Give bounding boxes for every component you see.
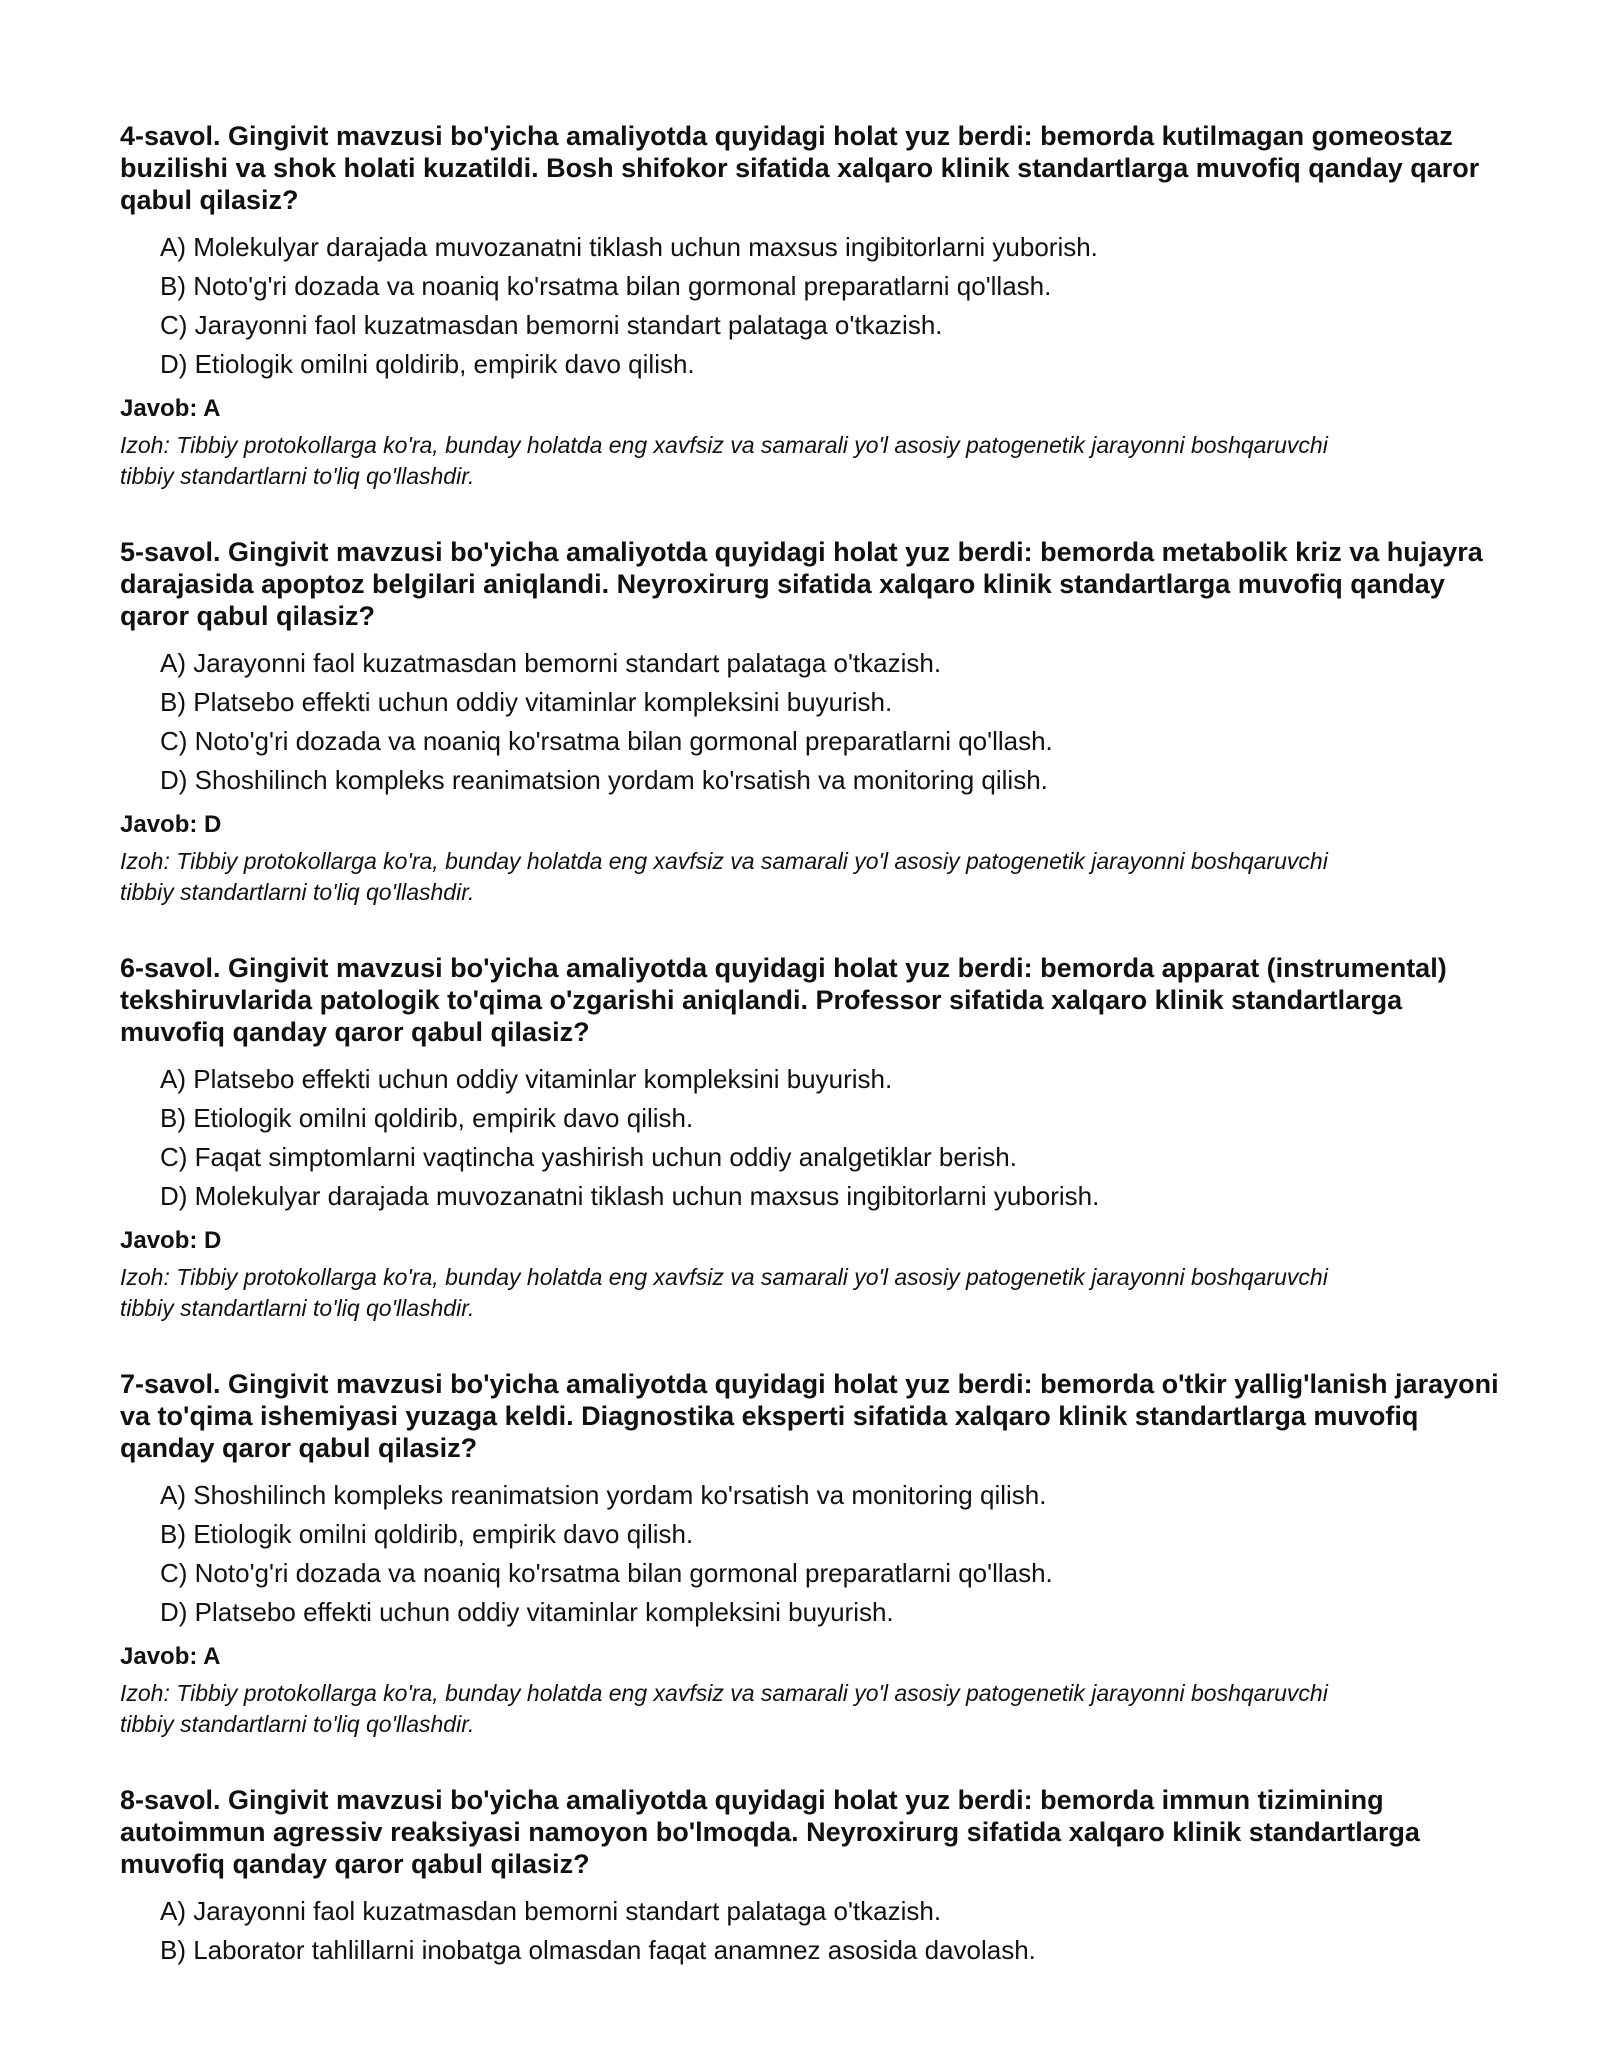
option-c: C) Noto'g'ri dozada va noaniq ko'rsatma bilan gormonal preparatlarni qo'llash.	[160, 1558, 1053, 1588]
options-list	[120, 228, 1500, 384]
answer-label: Javob: A	[120, 1643, 221, 1670]
answer-label: Javob: D	[120, 1227, 222, 1254]
explanation-text: Izoh: Tibbiy protokollarga ko'ra, bunday holatda eng xavfsiz va samarali yo'l asosiy patogenetik jarayonni boshqaruvchi tibbiy standartlarni to'liq qo'llashdir.	[120, 1264, 1328, 1321]
option-d: D) Etiologik omilni qoldirib, empirik davo qilish.	[160, 349, 695, 379]
question-block	[120, 120, 1500, 492]
options-list	[120, 1060, 1500, 1216]
option-b: B) Etiologik omilni qoldirib, empirik davo qilish.	[160, 1519, 694, 1549]
question-text: 7-savol. Gingivit mavzusi bo'yicha amaliyotda quyidagi holat yuz berdi: bemorda o'tkir yallig'lanish jarayoni va to'qima ishemiyasi yuzaga keldi. Diagnostika eksperti sifatida xalqaro klinik standartlarga muvofiq qanday qaror qabul qilasiz?	[120, 1369, 1499, 1463]
option-c: C) Faqat simptomlarni vaqtincha yashirish uchun oddiy analgetiklar berish.	[160, 1142, 1017, 1172]
option-c: C) Jarayonni faol kuzatmasdan bemorni standart palataga o'tkazish.	[160, 310, 943, 340]
option-b: B) Laborator tahlillarni inobatga olmasdan faqat anamnez asosida davolash.	[160, 1935, 1036, 1965]
explanation-text: Izoh: Tibbiy protokollarga ko'ra, bunday holatda eng xavfsiz va samarali yo'l asosiy patogenetik jarayonni boshqaruvchi tibbiy standartlarni to'liq qo'llashdir.	[120, 432, 1328, 489]
explanation-text: Izoh: Tibbiy protokollarga ko'ra, bunday holatda eng xavfsiz va samarali yo'l asosiy patogenetik jarayonni boshqaruvchi tibbiy standartlarni to'liq qo'llashdir.	[120, 1680, 1328, 1737]
option-b: B) Platsebo effekti uchun oddiy vitaminlar kompleksini buyurish.	[160, 687, 893, 717]
question-text: 6-savol. Gingivit mavzusi bo'yicha amaliyotda quyidagi holat yuz berdi: bemorda apparat (instrumental) tekshiruvlarida patologik to'qima o'zgarishi aniqlandi. Professor sifatida xalqaro klinik standartlarga muvofiq qanday qaror qabul qilasiz?	[120, 953, 1447, 1047]
explanation-text: Izoh: Tibbiy protokollarga ko'ra, bunday holatda eng xavfsiz va samarali yo'l asosiy patogenetik jarayonni boshqaruvchi tibbiy standartlarni to'liq qo'llashdir.	[120, 848, 1328, 905]
answer-label: Javob: D	[120, 811, 222, 838]
question-text: 8-savol. Gingivit mavzusi bo'yicha amaliyotda quyidagi holat yuz berdi: bemorda immun tizimining autoimmun agressiv reaksiyasi namoyon bo'lmoqda. Neyroxirurg sifatida xalqaro klinik standartlarga muvofiq qanday qaror qabul qilasiz?	[120, 1785, 1420, 1879]
question-block	[120, 952, 1500, 1324]
option-a: A) Jarayonni faol kuzatmasdan bemorni standart palataga o'tkazish.	[160, 1896, 942, 1926]
options-list	[120, 644, 1500, 800]
option-b: B) Noto'g'ri dozada va noaniq ko'rsatma bilan gormonal preparatlarni qo'llash.	[160, 271, 1052, 301]
answer-label: Javob: A	[120, 395, 221, 422]
option-a: A) Shoshilinch kompleks reanimatsion yordam ko'rsatish va monitoring qilish.	[160, 1480, 1047, 1510]
option-a: A) Jarayonni faol kuzatmasdan bemorni standart palataga o'tkazish.	[160, 648, 942, 678]
question-block	[120, 1784, 1500, 1970]
option-b: B) Etiologik omilni qoldirib, empirik davo qilish.	[160, 1103, 694, 1133]
question-text: 5-savol. Gingivit mavzusi bo'yicha amaliyotda quyidagi holat yuz berdi: bemorda metabolik kriz va hujayra darajasida apoptoz belgilari aniqlandi. Neyroxirurg sifatida xalqaro klinik standartlarga muvofiq qanday qaror qabul qilasiz?	[120, 537, 1483, 631]
option-d: D) Shoshilinch kompleks reanimatsion yordam ko'rsatish va monitoring qilish.	[160, 765, 1048, 795]
options-list	[120, 1476, 1500, 1632]
question-block	[120, 536, 1500, 908]
option-a: A) Platsebo effekti uchun oddiy vitaminlar kompleksini buyurish.	[160, 1064, 893, 1094]
question-text: 4-savol. Gingivit mavzusi bo'yicha amaliyotda quyidagi holat yuz berdi: bemorda kutilmagan gomeostaz buzilishi va shok holati kuzatildi. Bosh shifokor sifatida xalqaro klinik standartlarga muvofiq qanday qaror qabul qilasiz?	[120, 121, 1480, 215]
option-a: A) Molekulyar darajada muvozanatni tiklash uchun maxsus ingibitorlarni yuborish.	[160, 232, 1098, 262]
options-list	[120, 1892, 1500, 1970]
document-page	[120, 120, 1500, 1970]
question-block	[120, 1368, 1500, 1740]
option-c: C) Noto'g'ri dozada va noaniq ko'rsatma bilan gormonal preparatlarni qo'llash.	[160, 726, 1053, 756]
option-d: D) Molekulyar darajada muvozanatni tiklash uchun maxsus ingibitorlarni yuborish.	[160, 1181, 1100, 1211]
option-d: D) Platsebo effekti uchun oddiy vitaminlar kompleksini buyurish.	[160, 1597, 894, 1627]
